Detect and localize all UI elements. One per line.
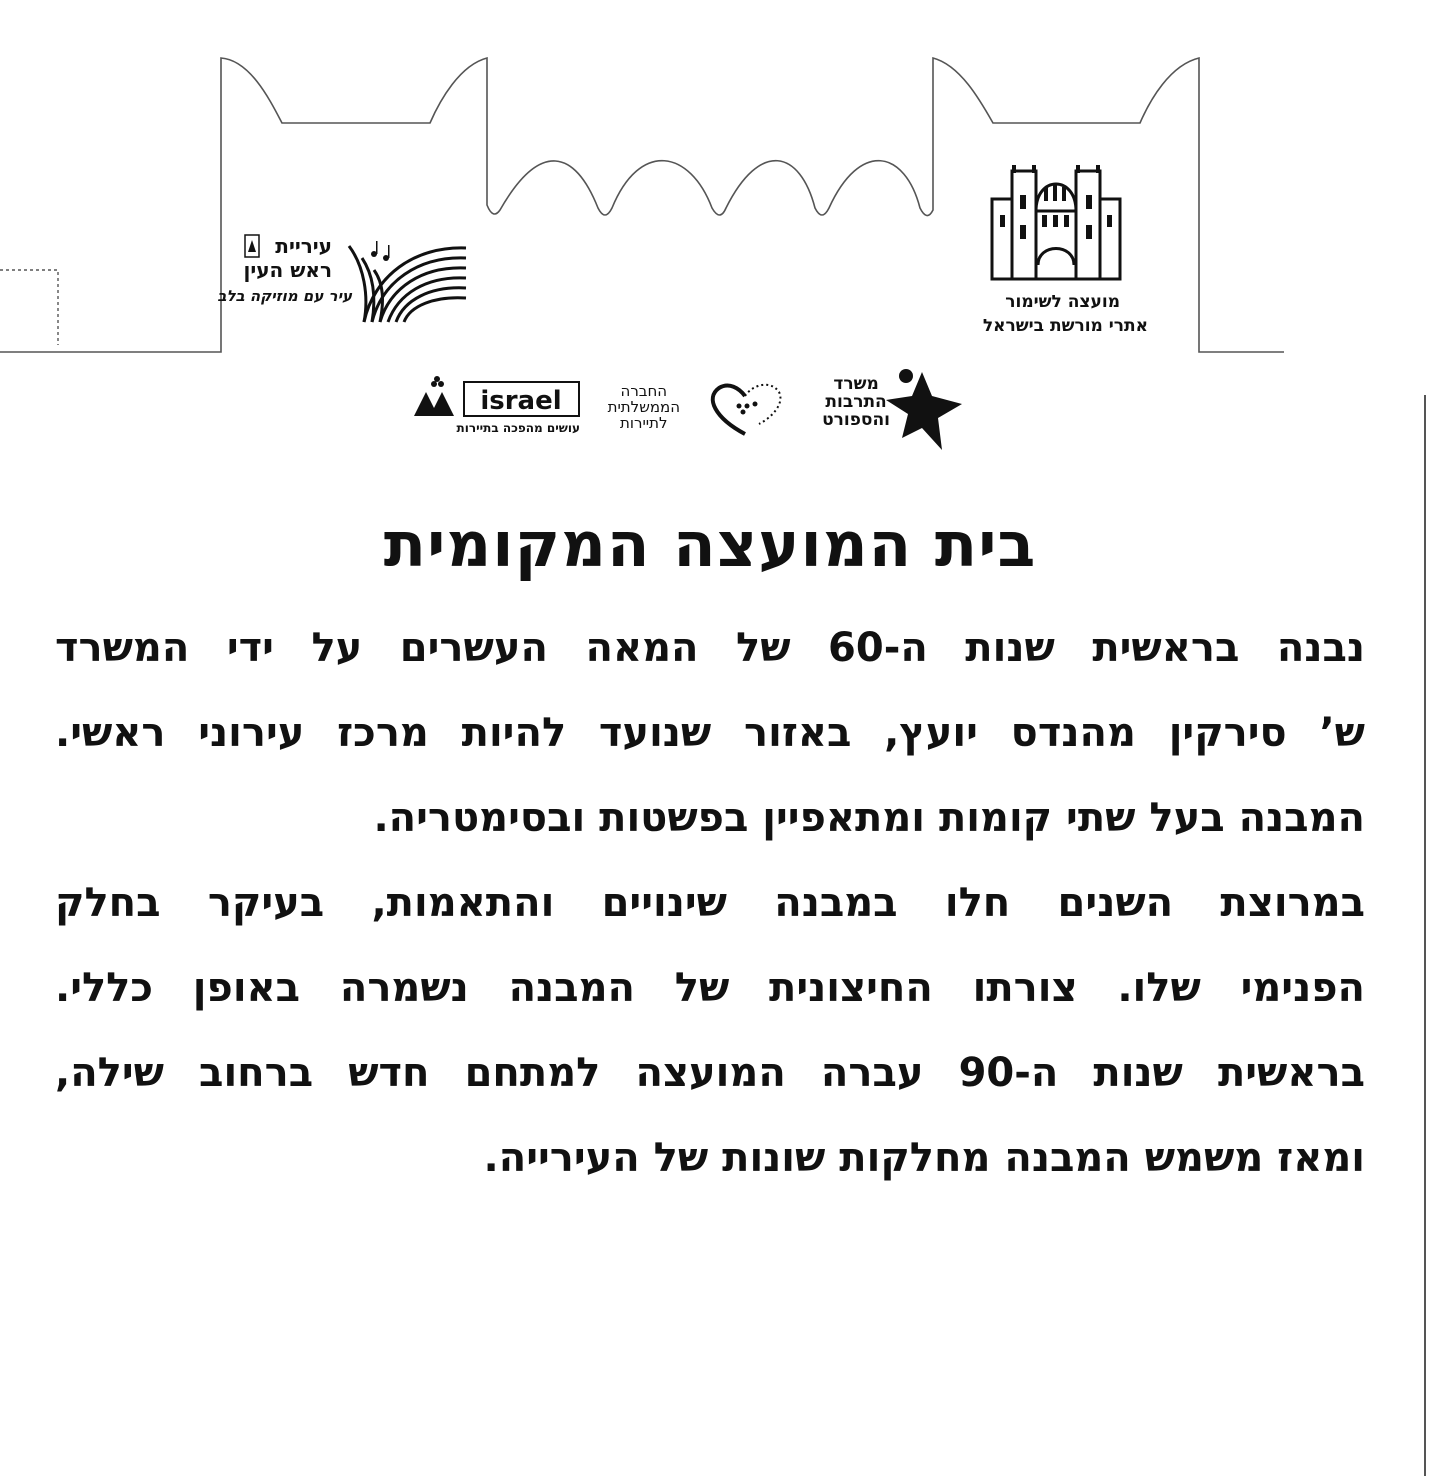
body-line-7: ומאז משמש המבנה מחלקות שונות של העירייה. — [483, 1135, 1365, 1181]
body-line-5: הפנימי שלו. צורתו החיצונית של המבנה נשמרה באופן כללי. — [55, 965, 1365, 1011]
body-paragraph — [55, 606, 1365, 1201]
tourism-line3: לתיירות — [620, 413, 668, 432]
right-border-line — [1424, 395, 1426, 1476]
tourism-line2: הממשלתית — [607, 397, 680, 416]
ministry-name — [822, 376, 890, 430]
tourism-company-logo — [600, 366, 790, 446]
israel-slogan: עושים מהפכה בתיירות — [456, 421, 580, 435]
israel-tourism-logo — [408, 366, 588, 446]
tourism-name — [608, 384, 680, 431]
body-line-4: במרוצת השנים חלו במבנה שינויים והתאמות, בעיקר בחלק — [55, 880, 1365, 926]
city-name-line1: עיריית — [275, 234, 332, 258]
tourism-line1: החברה — [620, 382, 668, 400]
body-line-6: בראשית שנות ה-90 עברה המועצה למתחם חדש ברחוב שילה, — [55, 1050, 1365, 1096]
israel-wordmark-icon — [408, 376, 583, 420]
music-waves-icon — [344, 236, 469, 326]
heart-grapes-icon — [705, 378, 785, 438]
ministry-line2: התרבות — [825, 391, 887, 412]
ministry-culture-sport-logo — [800, 366, 965, 456]
city-emblem-icon — [244, 234, 260, 258]
council-name-line2: אתרי מורשת בישראל — [982, 316, 1148, 336]
body-line-2: ש’ סירקין מהנדס יועץ, באזור שנועד להיות מרכז עירוני ראשי. — [55, 710, 1365, 756]
castle-tower-icon — [990, 165, 1122, 285]
die-cut-outline — [0, 0, 1430, 400]
body-line-3: המבנה בעל שתי קומות ומתאפיין בפשטות ובסימטריה. — [373, 795, 1365, 841]
ministry-star-figure-icon — [882, 366, 964, 454]
ministry-line1: משרד — [833, 374, 879, 394]
rosh-haayin-logo — [217, 232, 472, 327]
body-line-1: נבנה בראשית שנות ה-60 של המאה העשרים על ידי המשרד — [55, 625, 1365, 671]
council-name-line1: מועצה לשימור — [1005, 292, 1120, 312]
city-slogan: עיר עם מוזיקה בלב — [217, 287, 352, 305]
page-title: בית המועצה המקומית — [383, 508, 1037, 581]
ministry-line3: והספורט — [822, 409, 890, 430]
israel-wordmark-text: israel — [480, 386, 562, 416]
heritage-council-logo — [950, 165, 1160, 343]
city-name-line2: ראש העין — [243, 258, 332, 282]
